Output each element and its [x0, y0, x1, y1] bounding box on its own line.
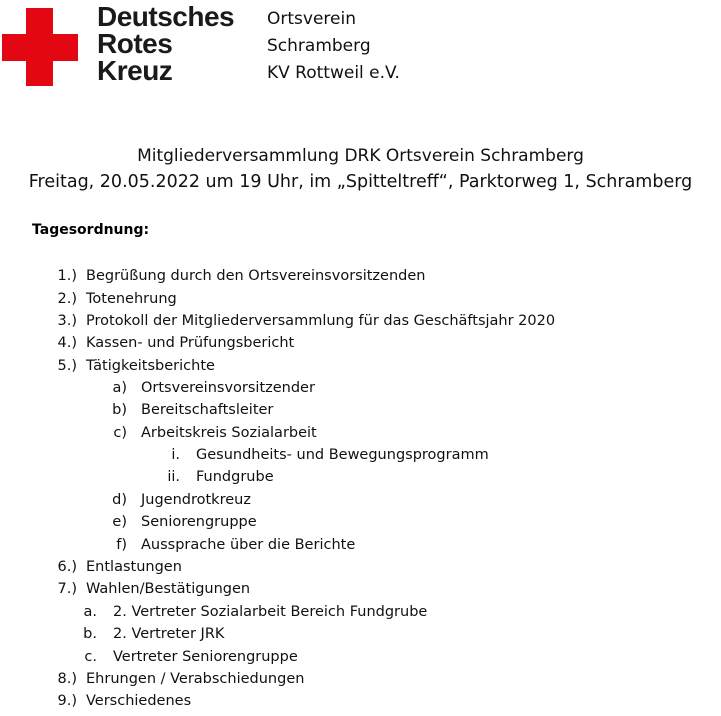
cross-horizontal-bar [2, 34, 78, 61]
meeting-title: Mitgliederversammlung DRK Ortsverein Schramberg [137, 146, 584, 166]
agenda-item-number: 9.) [57, 693, 77, 709]
agenda-item [0, 557, 721, 577]
agenda-item-number: a. [83, 604, 97, 620]
agenda-item-text: Begrüßung durch den Ortsvereinsvorsitzenden [86, 268, 426, 284]
agenda-item-number: b. [83, 626, 97, 642]
agenda-item-number: 5.) [57, 358, 77, 374]
agenda-item-number: ii. [167, 469, 180, 485]
org-line: Ortsverein [267, 9, 356, 29]
agenda-item-text: Protokoll der Mitgliederversammlung für das Geschäftsjahr 2020 [86, 313, 556, 329]
agenda-item-text: Wahlen/Bestätigungen [86, 581, 251, 597]
agenda-item-number: c) [113, 425, 127, 441]
agenda-item [0, 400, 721, 420]
agenda-item-number: f) [116, 537, 127, 553]
agenda-item [0, 333, 721, 353]
agenda-item-number: 7.) [57, 581, 77, 597]
agenda-item-number: c. [84, 649, 97, 665]
agenda-item-text: Kassen- und Prüfungsbericht [86, 335, 295, 351]
agenda-item-number: b) [112, 402, 127, 418]
organization-name [267, 6, 400, 87]
agenda-item [0, 490, 721, 510]
agenda-item-text: Tätigkeitsberichte [86, 358, 215, 374]
agenda-item-number: 2.) [57, 291, 77, 307]
agenda-item [0, 423, 721, 443]
agenda-item-text: Arbeitskreis Sozialarbeit [141, 425, 317, 441]
agenda-item-text: Aussprache über die Berichte [141, 537, 356, 553]
agenda-item [0, 691, 721, 711]
agenda-item-number: 1.) [57, 268, 77, 284]
org-line: KV Rottweil e.V. [267, 63, 400, 83]
agenda-item-text: 2. Vertreter Sozialarbeit Bereich Fundgrube [113, 604, 428, 620]
agenda-item-text: Totenehrung [86, 291, 177, 307]
agenda-item-number: 4.) [57, 335, 77, 351]
agenda-item-number: a) [112, 380, 127, 396]
agenda-item [0, 624, 721, 644]
agenda-item-text: Verschiedenes [86, 693, 192, 709]
agenda-item [0, 535, 721, 555]
agenda-item [0, 356, 721, 376]
logo-word-line: Kreuz [97, 55, 173, 86]
agenda-item-text: Ehrungen / Verabschiedungen [86, 671, 305, 687]
agenda-item-text: Entlastungen [86, 559, 182, 575]
agenda-item [0, 512, 721, 532]
agenda-item-number: d) [112, 492, 127, 508]
agenda-item [0, 579, 721, 599]
agenda-item [0, 289, 721, 309]
agenda-item-text: Vertreter Seniorengruppe [113, 649, 298, 665]
agenda-item-number: e) [112, 514, 127, 530]
agenda-item-number: 8.) [57, 671, 77, 687]
logo-wordmark [97, 3, 234, 84]
agenda-item-text: Fundgrube [196, 469, 274, 485]
agenda-item-text: Ortsvereinsvorsitzender [141, 380, 315, 396]
agenda-item-text: Bereitschaftsleiter [141, 402, 274, 418]
agenda-item [0, 669, 721, 689]
agenda-item [0, 378, 721, 398]
logo-word-line: Rotes [97, 28, 173, 59]
agenda-item [0, 602, 721, 622]
agenda-item-text: Jugendrotkreuz [141, 492, 251, 508]
org-line: Schramberg [267, 36, 371, 56]
agenda-item [0, 467, 721, 487]
agenda-heading: Tagesordnung: [32, 222, 150, 238]
agenda-item-number: i. [171, 447, 180, 463]
agenda-item [0, 266, 721, 286]
agenda-item-number: 6.) [57, 559, 77, 575]
agenda-item-text: Gesundheits- und Bewegungsprogramm [196, 447, 489, 463]
agenda-item-number: 3.) [57, 313, 77, 329]
agenda-item [0, 647, 721, 667]
agenda-item-text: 2. Vertreter JRK [113, 626, 225, 642]
agenda-item [0, 445, 721, 465]
meeting-date-location: Freitag, 20.05.2022 um 19 Uhr, im „Spitteltreff“, Parktorweg 1, Schramberg [28, 172, 693, 192]
agenda-item-text: Seniorengruppe [141, 514, 257, 530]
logo-word-line: Deutsches [97, 1, 235, 32]
agenda-item [0, 311, 721, 331]
red-cross-icon [2, 8, 78, 86]
